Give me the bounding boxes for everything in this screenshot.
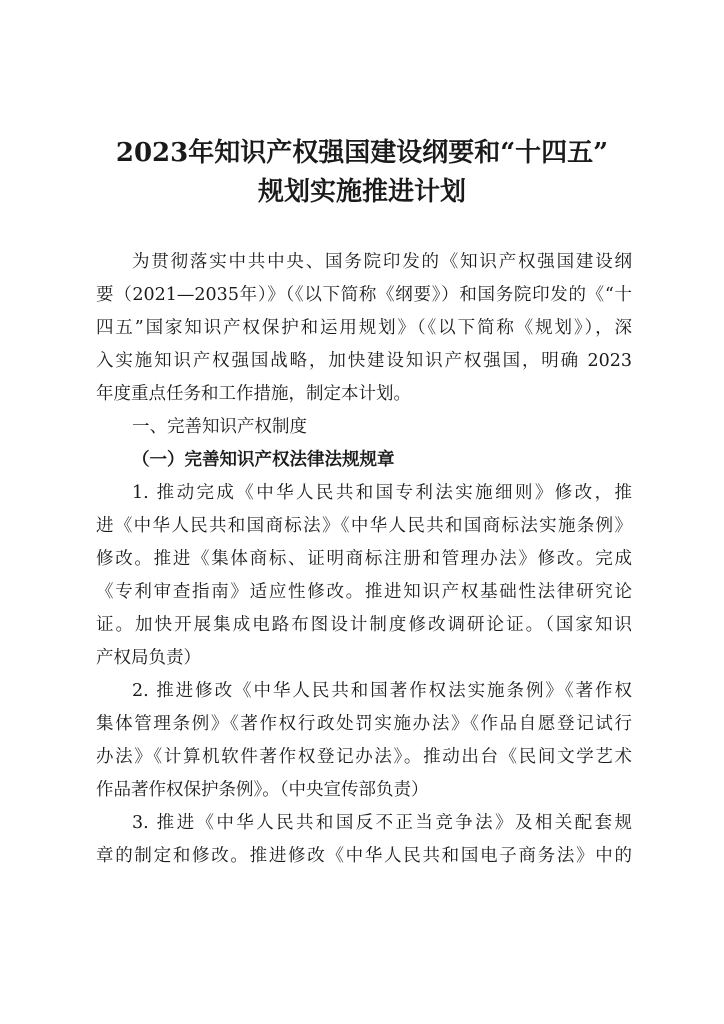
item1-line: 产权局负责）: [96, 648, 201, 668]
item1-line: 进《中华人民共和国商标法》《中华人民共和国商标法实施条例》: [96, 516, 632, 536]
intro-paragraph-line: 为贯彻落实中共中央、国务院印发的《知识产权强国建设纲: [132, 252, 632, 272]
document-title-line1: 2023年知识产权强国建设纲要和“十四五”: [115, 138, 609, 168]
section-heading: 一、完善知识产权制度: [132, 417, 307, 437]
item1-line: 修改。推进《集体商标、证明商标注册和管理办法》修改。完成: [96, 549, 632, 569]
item2-line: 2. 推进修改《中华人民共和国著作权法实施条例》《著作权: [132, 681, 632, 701]
document-title-line2: 规划实施推进计划: [257, 177, 466, 207]
document-body: [96, 246, 632, 873]
intro-paragraph-line: 入实施知识产权强国战略，加快建设知识产权强国，明确 2023: [96, 351, 632, 371]
item2-line: 集体管理条例》《著作权行政处罚实施办法》《作品自愿登记试行: [96, 714, 632, 734]
item1-line: 《专利审查指南》适应性修改。推进知识产权基础性法律研究论: [96, 582, 632, 602]
item3-line: 3. 推进《中华人民共和国反不正当竞争法》及相关配套规: [132, 813, 632, 833]
item3-line: 章的制定和修改。推进修改《中华人民共和国电子商务法》中的: [96, 846, 632, 866]
item1-line: 1. 推动完成《中华人民共和国专利法实施细则》修改，推: [132, 483, 632, 503]
item2-line: 办法》《计算机软件著作权登记办法》。推动出台《民间文学艺术: [96, 747, 632, 767]
intro-paragraph-line: 四五”国家知识产权保护和运用规划》（《以下简称《规划》），深: [96, 318, 632, 338]
item2-line: 作品著作权保护条例》。（中央宣传部负责）: [96, 780, 429, 800]
intro-paragraph-line: 年度重点任务和工作措施，制定本计划。: [96, 384, 411, 404]
item1-line: 证。加快开展集成电路布图设计制度修改调研论证。（国家知识: [96, 615, 632, 635]
intro-paragraph-line: 要（2021—2035年）》（《以下简称《纲要》）和国务院印发的《“十: [96, 285, 632, 305]
subsection-heading: （一）完善知识产权法律法规规章: [132, 450, 395, 470]
